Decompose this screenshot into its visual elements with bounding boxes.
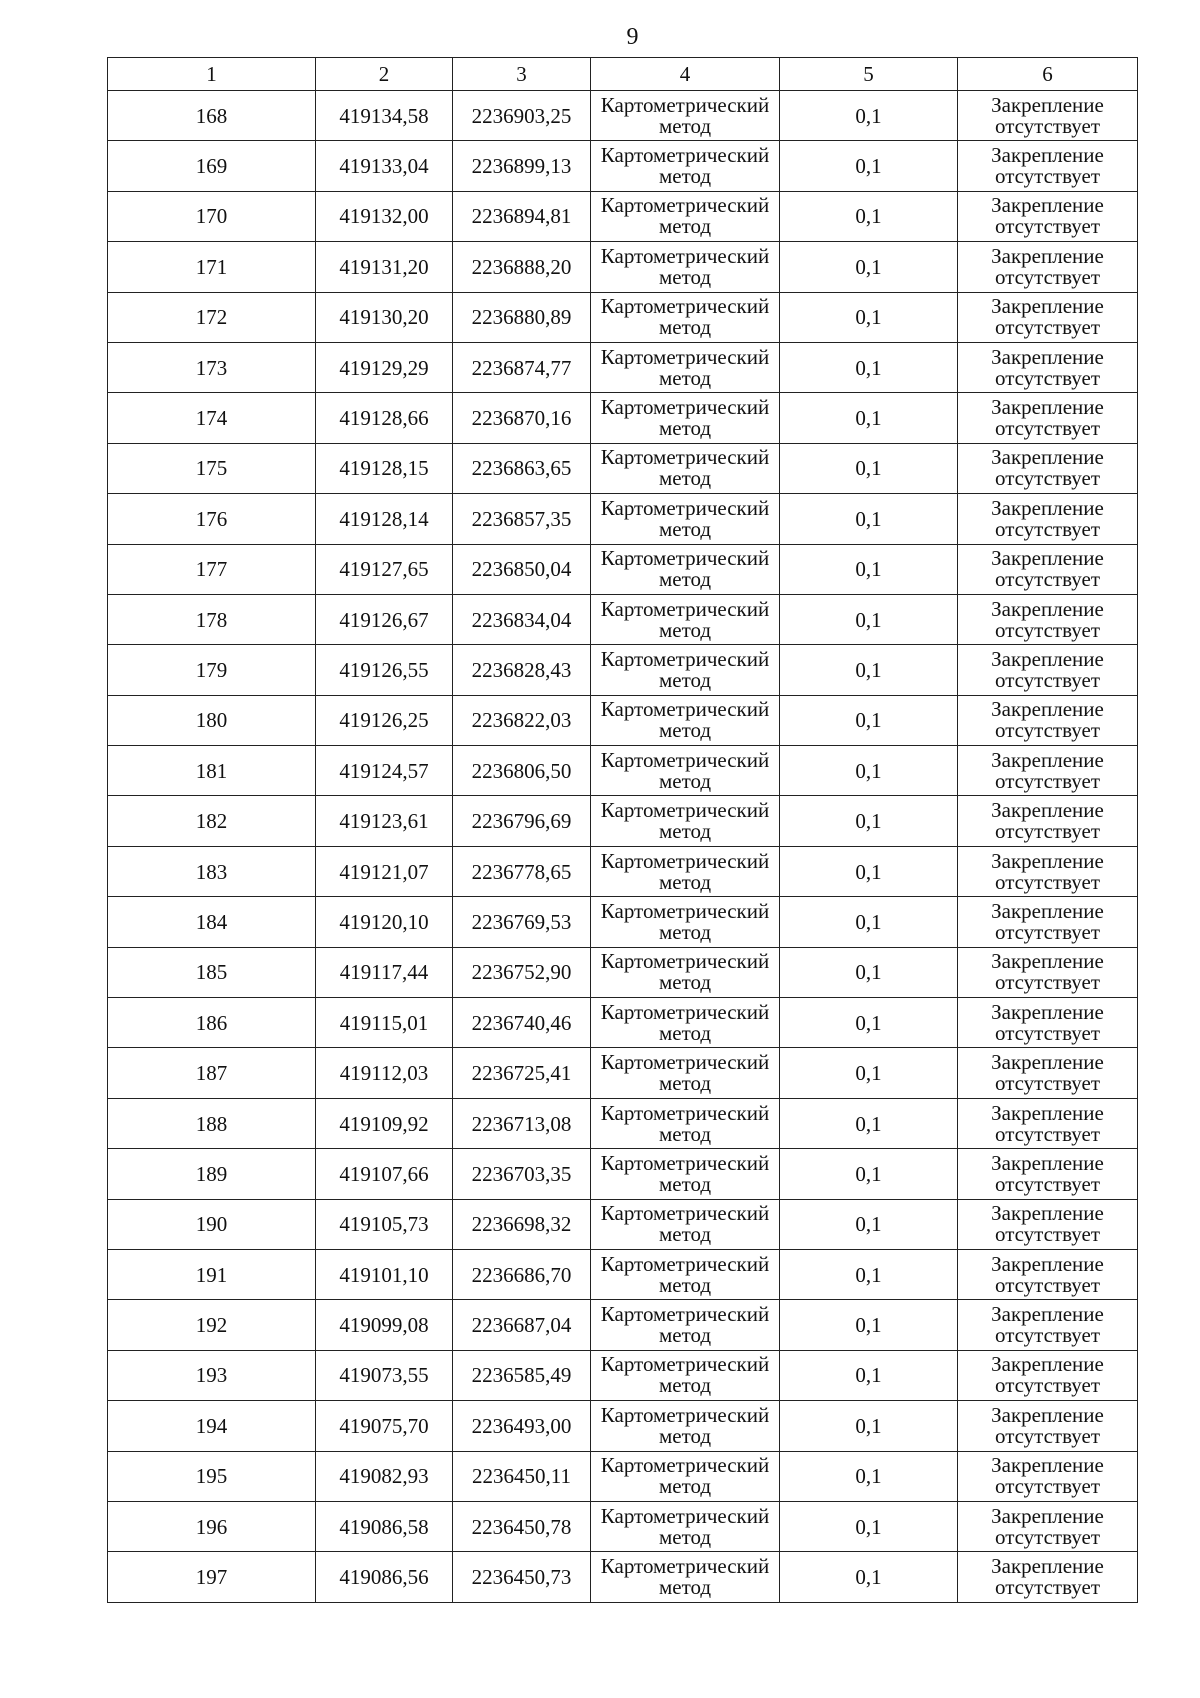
accuracy-cell: 0,1 bbox=[780, 695, 958, 745]
table-row bbox=[108, 1350, 1138, 1400]
accuracy-cell: 0,1 bbox=[780, 393, 958, 443]
table-body bbox=[108, 91, 1138, 1603]
y-coordinate-cell: 2236493,00 bbox=[453, 1401, 591, 1451]
y-coordinate-cell: 2236822,03 bbox=[453, 695, 591, 745]
x-coordinate-cell: 419107,66 bbox=[316, 1149, 453, 1199]
table-row bbox=[108, 1249, 1138, 1299]
y-coordinate-cell: 2236834,04 bbox=[453, 594, 591, 644]
method-cell: Картометрический метод bbox=[591, 342, 780, 392]
fixation-cell: Закрепление отсутствует bbox=[958, 998, 1138, 1048]
fixation-cell: Закрепление отсутствует bbox=[958, 242, 1138, 292]
table-row bbox=[108, 242, 1138, 292]
fixation-cell: Закрепление отсутствует bbox=[958, 594, 1138, 644]
method-cell: Картометрический метод bbox=[591, 1149, 780, 1199]
x-coordinate-cell: 419133,04 bbox=[316, 141, 453, 191]
fixation-cell: Закрепление отсутствует bbox=[958, 1300, 1138, 1350]
method-cell: Картометрический метод bbox=[591, 947, 780, 997]
x-coordinate-cell: 419121,07 bbox=[316, 846, 453, 896]
coordinates-table bbox=[107, 57, 1138, 1603]
y-coordinate-cell: 2236740,46 bbox=[453, 998, 591, 1048]
accuracy-cell: 0,1 bbox=[780, 594, 958, 644]
x-coordinate-cell: 419105,73 bbox=[316, 1199, 453, 1249]
x-coordinate-cell: 419112,03 bbox=[316, 1048, 453, 1098]
x-coordinate-cell: 419086,58 bbox=[316, 1501, 453, 1551]
accuracy-cell: 0,1 bbox=[780, 846, 958, 896]
point-number-cell: 175 bbox=[108, 443, 316, 493]
point-number-cell: 184 bbox=[108, 897, 316, 947]
table-row bbox=[108, 846, 1138, 896]
method-cell: Картометрический метод bbox=[591, 998, 780, 1048]
table-row bbox=[108, 191, 1138, 241]
method-cell: Картометрический метод bbox=[591, 1350, 780, 1400]
accuracy-cell: 0,1 bbox=[780, 1451, 958, 1501]
fixation-cell: Закрепление отсутствует bbox=[958, 1048, 1138, 1098]
accuracy-cell: 0,1 bbox=[780, 191, 958, 241]
accuracy-cell: 0,1 bbox=[780, 1098, 958, 1148]
method-cell: Картометрический метод bbox=[591, 393, 780, 443]
point-number-cell: 176 bbox=[108, 494, 316, 544]
accuracy-cell: 0,1 bbox=[780, 1300, 958, 1350]
y-coordinate-cell: 2236698,32 bbox=[453, 1199, 591, 1249]
x-coordinate-cell: 419131,20 bbox=[316, 242, 453, 292]
accuracy-cell: 0,1 bbox=[780, 1249, 958, 1299]
table-row bbox=[108, 91, 1138, 141]
point-number-cell: 170 bbox=[108, 191, 316, 241]
fixation-cell: Закрепление отсутствует bbox=[958, 191, 1138, 241]
method-cell: Картометрический метод bbox=[591, 141, 780, 191]
accuracy-cell: 0,1 bbox=[780, 998, 958, 1048]
x-coordinate-cell: 419075,70 bbox=[316, 1401, 453, 1451]
method-cell: Картометрический метод bbox=[591, 443, 780, 493]
fixation-cell: Закрепление отсутствует bbox=[958, 91, 1138, 141]
y-coordinate-cell: 2236874,77 bbox=[453, 342, 591, 392]
column-header-6: 6 bbox=[958, 58, 1138, 91]
table-row bbox=[108, 1149, 1138, 1199]
method-cell: Картометрический метод bbox=[591, 1098, 780, 1148]
method-cell: Картометрический метод bbox=[591, 191, 780, 241]
accuracy-cell: 0,1 bbox=[780, 91, 958, 141]
point-number-cell: 174 bbox=[108, 393, 316, 443]
method-cell: Картометрический метод bbox=[591, 1199, 780, 1249]
y-coordinate-cell: 2236450,11 bbox=[453, 1451, 591, 1501]
x-coordinate-cell: 419126,55 bbox=[316, 645, 453, 695]
accuracy-cell: 0,1 bbox=[780, 242, 958, 292]
x-coordinate-cell: 419132,00 bbox=[316, 191, 453, 241]
table-row bbox=[108, 544, 1138, 594]
method-cell: Картометрический метод bbox=[591, 1048, 780, 1098]
x-coordinate-cell: 419082,93 bbox=[316, 1451, 453, 1501]
point-number-cell: 197 bbox=[108, 1552, 316, 1602]
page-number: 9 bbox=[626, 24, 639, 50]
point-number-cell: 177 bbox=[108, 544, 316, 594]
table-row bbox=[108, 947, 1138, 997]
fixation-cell: Закрепление отсутствует bbox=[958, 494, 1138, 544]
y-coordinate-cell: 2236778,65 bbox=[453, 846, 591, 896]
accuracy-cell: 0,1 bbox=[780, 1552, 958, 1602]
point-number-cell: 169 bbox=[108, 141, 316, 191]
point-number-cell: 181 bbox=[108, 746, 316, 796]
y-coordinate-cell: 2236725,41 bbox=[453, 1048, 591, 1098]
point-number-cell: 185 bbox=[108, 947, 316, 997]
table-row bbox=[108, 1048, 1138, 1098]
point-number-cell: 193 bbox=[108, 1350, 316, 1400]
table-row bbox=[108, 998, 1138, 1048]
column-header-4: 4 bbox=[591, 58, 780, 91]
fixation-cell: Закрепление отсутствует bbox=[958, 796, 1138, 846]
accuracy-cell: 0,1 bbox=[780, 342, 958, 392]
accuracy-cell: 0,1 bbox=[780, 1048, 958, 1098]
y-coordinate-cell: 2236870,16 bbox=[453, 393, 591, 443]
point-number-cell: 179 bbox=[108, 645, 316, 695]
point-number-cell: 172 bbox=[108, 292, 316, 342]
method-cell: Картометрический метод bbox=[591, 1249, 780, 1299]
fixation-cell: Закрепление отсутствует bbox=[958, 544, 1138, 594]
x-coordinate-cell: 419101,10 bbox=[316, 1249, 453, 1299]
x-coordinate-cell: 419086,56 bbox=[316, 1552, 453, 1602]
point-number-cell: 186 bbox=[108, 998, 316, 1048]
accuracy-cell: 0,1 bbox=[780, 443, 958, 493]
method-cell: Картометрический метод bbox=[591, 846, 780, 896]
fixation-cell: Закрепление отсутствует bbox=[958, 645, 1138, 695]
method-cell: Картометрический метод bbox=[591, 594, 780, 644]
accuracy-cell: 0,1 bbox=[780, 292, 958, 342]
point-number-cell: 195 bbox=[108, 1451, 316, 1501]
accuracy-cell: 0,1 bbox=[780, 947, 958, 997]
point-number-cell: 196 bbox=[108, 1501, 316, 1551]
fixation-cell: Закрепление отсутствует bbox=[958, 1350, 1138, 1400]
accuracy-cell: 0,1 bbox=[780, 1501, 958, 1551]
y-coordinate-cell: 2236857,35 bbox=[453, 494, 591, 544]
table-row bbox=[108, 594, 1138, 644]
fixation-cell: Закрепление отсутствует bbox=[958, 897, 1138, 947]
accuracy-cell: 0,1 bbox=[780, 1350, 958, 1400]
accuracy-cell: 0,1 bbox=[780, 746, 958, 796]
point-number-cell: 194 bbox=[108, 1401, 316, 1451]
point-number-cell: 190 bbox=[108, 1199, 316, 1249]
fixation-cell: Закрепление отсутствует bbox=[958, 1501, 1138, 1551]
fixation-cell: Закрепление отсутствует bbox=[958, 1098, 1138, 1148]
x-coordinate-cell: 419073,55 bbox=[316, 1350, 453, 1400]
x-coordinate-cell: 419134,58 bbox=[316, 91, 453, 141]
method-cell: Картометрический метод bbox=[591, 494, 780, 544]
point-number-cell: 188 bbox=[108, 1098, 316, 1148]
table-row bbox=[108, 1300, 1138, 1350]
accuracy-cell: 0,1 bbox=[780, 494, 958, 544]
table-row bbox=[108, 796, 1138, 846]
method-cell: Картометрический метод bbox=[591, 746, 780, 796]
table-row bbox=[108, 342, 1138, 392]
point-number-cell: 171 bbox=[108, 242, 316, 292]
method-cell: Картометрический метод bbox=[591, 1300, 780, 1350]
table-row bbox=[108, 1401, 1138, 1451]
fixation-cell: Закрепление отсутствует bbox=[958, 846, 1138, 896]
point-number-cell: 168 bbox=[108, 91, 316, 141]
table-row bbox=[108, 1451, 1138, 1501]
y-coordinate-cell: 2236863,65 bbox=[453, 443, 591, 493]
accuracy-cell: 0,1 bbox=[780, 141, 958, 191]
point-number-cell: 178 bbox=[108, 594, 316, 644]
fixation-cell: Закрепление отсутствует bbox=[958, 1149, 1138, 1199]
y-coordinate-cell: 2236450,73 bbox=[453, 1552, 591, 1602]
method-cell: Картометрический метод bbox=[591, 242, 780, 292]
point-number-cell: 173 bbox=[108, 342, 316, 392]
y-coordinate-cell: 2236850,04 bbox=[453, 544, 591, 594]
x-coordinate-cell: 419115,01 bbox=[316, 998, 453, 1048]
method-cell: Картометрический метод bbox=[591, 1401, 780, 1451]
fixation-cell: Закрепление отсутствует bbox=[958, 947, 1138, 997]
accuracy-cell: 0,1 bbox=[780, 1149, 958, 1199]
accuracy-cell: 0,1 bbox=[780, 796, 958, 846]
fixation-cell: Закрепление отсутствует bbox=[958, 1401, 1138, 1451]
y-coordinate-cell: 2236450,78 bbox=[453, 1501, 591, 1551]
method-cell: Картометрический метод bbox=[591, 1552, 780, 1602]
method-cell: Картометрический метод bbox=[591, 645, 780, 695]
x-coordinate-cell: 419129,29 bbox=[316, 342, 453, 392]
table-row bbox=[108, 393, 1138, 443]
x-coordinate-cell: 419130,20 bbox=[316, 292, 453, 342]
x-coordinate-cell: 419124,57 bbox=[316, 746, 453, 796]
accuracy-cell: 0,1 bbox=[780, 544, 958, 594]
point-number-cell: 191 bbox=[108, 1249, 316, 1299]
y-coordinate-cell: 2236769,53 bbox=[453, 897, 591, 947]
point-number-cell: 189 bbox=[108, 1149, 316, 1199]
fixation-cell: Закрепление отсутствует bbox=[958, 1451, 1138, 1501]
table-row bbox=[108, 1098, 1138, 1148]
accuracy-cell: 0,1 bbox=[780, 1199, 958, 1249]
y-coordinate-cell: 2236713,08 bbox=[453, 1098, 591, 1148]
fixation-cell: Закрепление отсутствует bbox=[958, 746, 1138, 796]
fixation-cell: Закрепление отсутствует bbox=[958, 1249, 1138, 1299]
x-coordinate-cell: 419128,66 bbox=[316, 393, 453, 443]
y-coordinate-cell: 2236806,50 bbox=[453, 746, 591, 796]
table-row bbox=[108, 1552, 1138, 1602]
y-coordinate-cell: 2236899,13 bbox=[453, 141, 591, 191]
method-cell: Картометрический метод bbox=[591, 91, 780, 141]
fixation-cell: Закрепление отсутствует bbox=[958, 342, 1138, 392]
method-cell: Картометрический метод bbox=[591, 292, 780, 342]
y-coordinate-cell: 2236686,70 bbox=[453, 1249, 591, 1299]
method-cell: Картометрический метод bbox=[591, 796, 780, 846]
fixation-cell: Закрепление отсутствует bbox=[958, 292, 1138, 342]
method-cell: Картометрический метод bbox=[591, 544, 780, 594]
point-number-cell: 192 bbox=[108, 1300, 316, 1350]
x-coordinate-cell: 419120,10 bbox=[316, 897, 453, 947]
accuracy-cell: 0,1 bbox=[780, 645, 958, 695]
table-row bbox=[108, 292, 1138, 342]
table-row bbox=[108, 494, 1138, 544]
x-coordinate-cell: 419117,44 bbox=[316, 947, 453, 997]
x-coordinate-cell: 419126,25 bbox=[316, 695, 453, 745]
x-coordinate-cell: 419099,08 bbox=[316, 1300, 453, 1350]
point-number-cell: 183 bbox=[108, 846, 316, 896]
fixation-cell: Закрепление отсутствует bbox=[958, 141, 1138, 191]
column-header-1: 1 bbox=[108, 58, 316, 91]
table-row bbox=[108, 141, 1138, 191]
table-row bbox=[108, 695, 1138, 745]
fixation-cell: Закрепление отсутствует bbox=[958, 1552, 1138, 1602]
y-coordinate-cell: 2236687,04 bbox=[453, 1300, 591, 1350]
point-number-cell: 182 bbox=[108, 796, 316, 846]
x-coordinate-cell: 419123,61 bbox=[316, 796, 453, 846]
accuracy-cell: 0,1 bbox=[780, 1401, 958, 1451]
y-coordinate-cell: 2236888,20 bbox=[453, 242, 591, 292]
x-coordinate-cell: 419128,15 bbox=[316, 443, 453, 493]
y-coordinate-cell: 2236585,49 bbox=[453, 1350, 591, 1400]
method-cell: Картометрический метод bbox=[591, 1501, 780, 1551]
y-coordinate-cell: 2236903,25 bbox=[453, 91, 591, 141]
fixation-cell: Закрепление отсутствует bbox=[958, 695, 1138, 745]
fixation-cell: Закрепление отсутствует bbox=[958, 393, 1138, 443]
y-coordinate-cell: 2236752,90 bbox=[453, 947, 591, 997]
point-number-cell: 187 bbox=[108, 1048, 316, 1098]
table-row bbox=[108, 1501, 1138, 1551]
y-coordinate-cell: 2236828,43 bbox=[453, 645, 591, 695]
method-cell: Картометрический метод bbox=[591, 897, 780, 947]
table-row bbox=[108, 897, 1138, 947]
method-cell: Картометрический метод bbox=[591, 1451, 780, 1501]
x-coordinate-cell: 419126,67 bbox=[316, 594, 453, 644]
table-row bbox=[108, 443, 1138, 493]
y-coordinate-cell: 2236894,81 bbox=[453, 191, 591, 241]
column-header-2: 2 bbox=[316, 58, 453, 91]
column-header-3: 3 bbox=[453, 58, 591, 91]
y-coordinate-cell: 2236703,35 bbox=[453, 1149, 591, 1199]
fixation-cell: Закрепление отсутствует bbox=[958, 443, 1138, 493]
x-coordinate-cell: 419127,65 bbox=[316, 544, 453, 594]
x-coordinate-cell: 419109,92 bbox=[316, 1098, 453, 1148]
table-header-row bbox=[108, 58, 1138, 91]
fixation-cell: Закрепление отсутствует bbox=[958, 1199, 1138, 1249]
table-row bbox=[108, 746, 1138, 796]
point-number-cell: 180 bbox=[108, 695, 316, 745]
y-coordinate-cell: 2236796,69 bbox=[453, 796, 591, 846]
accuracy-cell: 0,1 bbox=[780, 897, 958, 947]
method-cell: Картометрический метод bbox=[591, 695, 780, 745]
table-row bbox=[108, 1199, 1138, 1249]
column-header-5: 5 bbox=[780, 58, 958, 91]
table-row bbox=[108, 645, 1138, 695]
x-coordinate-cell: 419128,14 bbox=[316, 494, 453, 544]
y-coordinate-cell: 2236880,89 bbox=[453, 292, 591, 342]
